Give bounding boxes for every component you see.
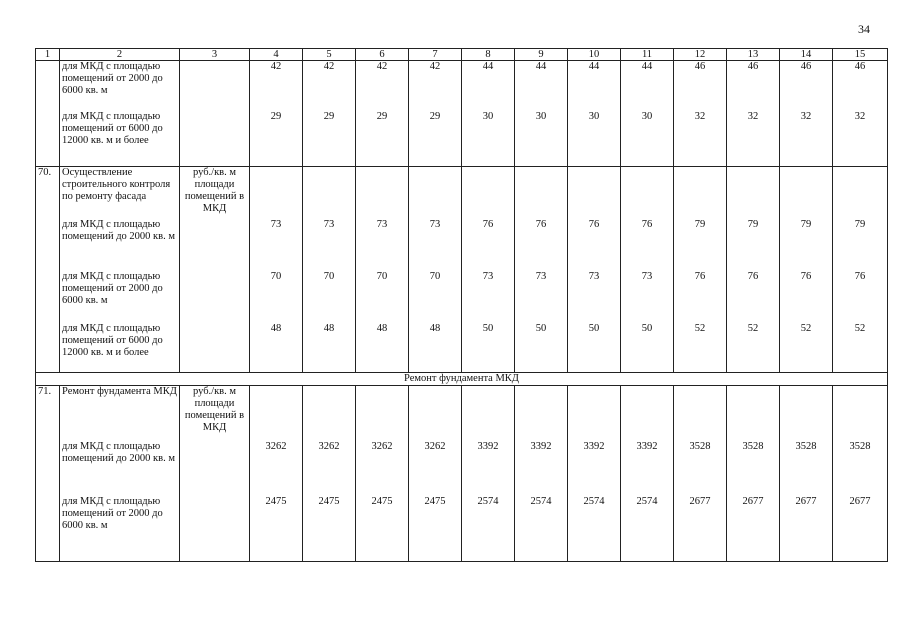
header-row: [36, 49, 888, 61]
value-cell: 79: [854, 219, 866, 230]
unit-cell: руб./кв. м площади помещений в МКД: [180, 167, 250, 373]
value-cell: 73: [588, 271, 600, 282]
value-cell: 50: [588, 323, 600, 334]
value-cell: 50: [535, 323, 547, 334]
value-cell: 32: [800, 111, 812, 122]
row-label: для МКД с площадью помещений от 2000 до 6000 кв. м: [62, 61, 163, 96]
section-row: [36, 373, 888, 386]
value-cell: 70: [376, 271, 388, 282]
value-cell: 73: [376, 219, 388, 230]
value-cell: 3262: [371, 441, 393, 452]
value-cell: 3262: [424, 441, 446, 452]
value-cell: 44: [588, 61, 600, 72]
header-cell: 5: [303, 49, 356, 61]
value-cell: 79: [694, 219, 706, 230]
value-cell: 76: [694, 271, 706, 282]
value-cell: 42: [376, 61, 388, 72]
value-cell: 42: [270, 61, 282, 72]
row-label: для МКД с площадью помещений от 6000 до 12000 кв. м и более: [62, 323, 163, 358]
value-cell: 52: [747, 323, 759, 334]
value-cell: 30: [588, 111, 600, 122]
header-cell: 15: [833, 49, 888, 61]
value-cell: 2574: [636, 496, 658, 507]
header-cell: 9: [515, 49, 568, 61]
value-cell: 52: [854, 323, 866, 334]
value-cell: 50: [482, 323, 494, 334]
value-cell: 73: [270, 219, 282, 230]
value-cell: 3392: [530, 441, 552, 452]
value-cell: 29: [429, 111, 441, 122]
item-number: 71.: [36, 386, 60, 562]
value-cell: 70: [270, 271, 282, 282]
value-cell: 76: [854, 271, 866, 282]
value-cell: 3392: [636, 441, 658, 452]
table-row: [36, 167, 888, 373]
value-cell: 3392: [477, 441, 499, 452]
value-cell: 2475: [318, 496, 340, 507]
value-cell: 3262: [318, 441, 340, 452]
value-cell: 44: [641, 61, 653, 72]
value-cell: 32: [854, 111, 866, 122]
header-cell: 12: [674, 49, 727, 61]
row-label: для МКД с площадью помещений до 2000 кв. м: [62, 441, 175, 464]
value-cell: 2475: [265, 496, 287, 507]
page-number: 34: [858, 22, 870, 36]
header-cell: 2: [60, 49, 180, 61]
section-title: Ремонт фундамента МКД: [36, 373, 888, 386]
value-cell: 76: [482, 219, 494, 230]
value-cell: 46: [747, 61, 759, 72]
value-cell: 30: [535, 111, 547, 122]
value-cell: 46: [800, 61, 812, 72]
value-cell: 48: [270, 323, 282, 334]
value-cell: 2677: [795, 496, 817, 507]
value-cell: 48: [323, 323, 335, 334]
value-cell: 3262: [265, 441, 287, 452]
value-cell: 73: [482, 271, 494, 282]
value-cell: 48: [429, 323, 441, 334]
value-cell: 42: [323, 61, 335, 72]
table-row: [36, 386, 888, 562]
value-cell: 44: [535, 61, 547, 72]
table-row: [36, 61, 888, 167]
value-cell: 29: [270, 111, 282, 122]
value-cell: 73: [429, 219, 441, 230]
value-cell: 73: [323, 219, 335, 230]
value-cell: 44: [482, 61, 494, 72]
header-cell: 1: [36, 49, 60, 61]
unit-cell: руб./кв. м площади помещений в МКД: [180, 386, 250, 562]
header-cell: 8: [462, 49, 515, 61]
value-cell: 2574: [530, 496, 552, 507]
value-cell: 3528: [689, 441, 711, 452]
value-cell: 73: [641, 271, 653, 282]
value-cell: 76: [800, 271, 812, 282]
value-cell: 46: [694, 61, 706, 72]
item-title: Ремонт фундамента МКД: [62, 386, 177, 397]
value-cell: 2677: [849, 496, 871, 507]
value-cell: 73: [535, 271, 547, 282]
value-cell: 2574: [583, 496, 605, 507]
header-cell: 13: [727, 49, 780, 61]
value-cell: 2475: [424, 496, 446, 507]
value-cell: 50: [641, 323, 653, 334]
value-cell: 46: [854, 61, 866, 72]
value-cell: 76: [535, 219, 547, 230]
value-cell: 30: [482, 111, 494, 122]
header-cell: 10: [568, 49, 621, 61]
value-cell: 3392: [583, 441, 605, 452]
value-cell: 70: [429, 271, 441, 282]
value-cell: 2677: [742, 496, 764, 507]
row-label: для МКД с площадью помещений от 6000 до 12000 кв. м и более: [62, 111, 163, 146]
row-label: для МКД с площадью помещений от 2000 до 6000 кв. м: [62, 271, 163, 306]
value-cell: 29: [323, 111, 335, 122]
value-cell: 32: [747, 111, 759, 122]
row-label: для МКД с площадью помещений до 2000 кв. м: [62, 219, 175, 242]
value-cell: 76: [747, 271, 759, 282]
value-cell: 79: [800, 219, 812, 230]
header-cell: 4: [250, 49, 303, 61]
value-cell: 2574: [477, 496, 499, 507]
value-cell: 29: [376, 111, 388, 122]
value-cell: 3528: [742, 441, 764, 452]
value-cell: 52: [800, 323, 812, 334]
value-cell: 76: [641, 219, 653, 230]
value-cell: 30: [641, 111, 653, 122]
header-cell: 3: [180, 49, 250, 61]
value-cell: 48: [376, 323, 388, 334]
header-cell: 6: [356, 49, 409, 61]
item-title: Осуществление строительного контроля по ремонту фасада: [62, 167, 171, 202]
value-cell: 42: [429, 61, 441, 72]
value-cell: 2475: [371, 496, 393, 507]
value-cell: 3528: [795, 441, 817, 452]
value-cell: 76: [588, 219, 600, 230]
header-cell: 7: [409, 49, 462, 61]
value-cell: 52: [694, 323, 706, 334]
value-cell: 2677: [689, 496, 711, 507]
value-cell: 70: [323, 271, 335, 282]
header-cell: 14: [780, 49, 833, 61]
value-cell: 32: [694, 111, 706, 122]
item-number: 70.: [36, 167, 60, 373]
value-cell: 79: [747, 219, 759, 230]
row-label: для МКД с площадью помещений от 2000 до 6000 кв. м: [62, 496, 163, 531]
tariff-table: [35, 48, 888, 562]
row-labels: [60, 61, 180, 167]
header-cell: 11: [621, 49, 674, 61]
value-cell: 3528: [849, 441, 871, 452]
